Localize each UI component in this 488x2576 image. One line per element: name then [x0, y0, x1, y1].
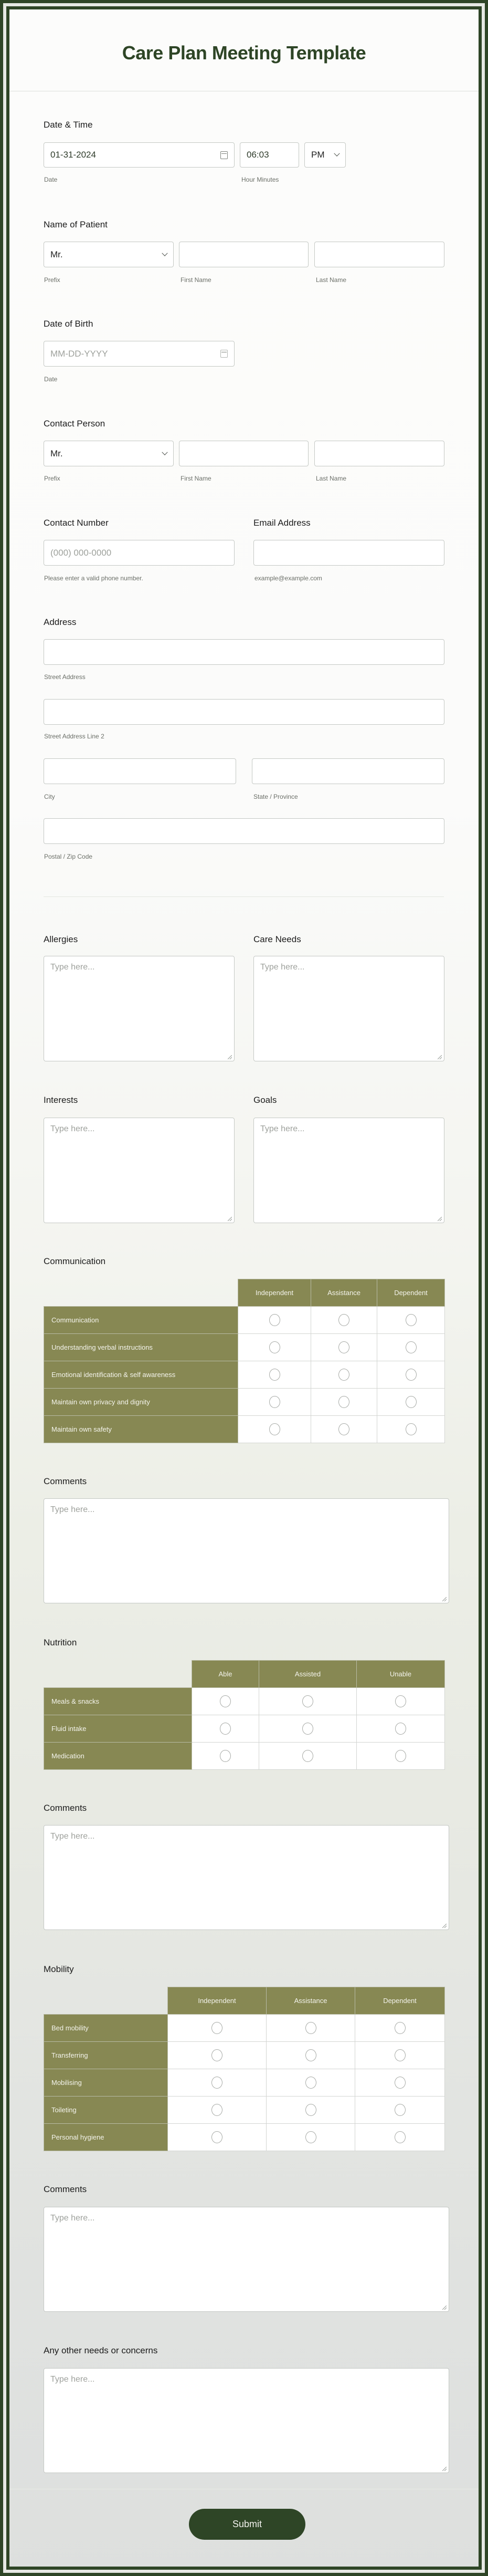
radio-button[interactable] [395, 2022, 406, 2034]
comments-nutrition-textarea[interactable] [44, 1825, 449, 1930]
resize-handle-icon[interactable] [228, 1055, 232, 1059]
nutrition-label: Nutrition [44, 1638, 77, 1647]
matrix-row [44, 1715, 445, 1743]
radio-button[interactable] [305, 2104, 316, 2116]
contact-first-name-sublabel: First Name [181, 475, 211, 482]
patient-last-name-sublabel: Last Name [316, 276, 347, 284]
contact-person-label: Contact Person [44, 419, 105, 429]
contact-prefix-select[interactable] [44, 441, 174, 466]
time-input[interactable] [240, 142, 299, 168]
radio-button[interactable] [302, 1723, 313, 1735]
resize-handle-icon[interactable] [228, 1217, 232, 1221]
resize-handle-icon[interactable] [442, 1597, 447, 1601]
radio-button[interactable] [269, 1369, 280, 1381]
column-header: Independent [168, 1987, 267, 2015]
contact-prefix-sublabel: Prefix [44, 475, 60, 482]
matrix-header-row [44, 1987, 445, 2015]
radio-button[interactable] [220, 1723, 231, 1735]
street-address-line2-sublabel: Street Address Line 2 [44, 733, 104, 740]
phone-hint: Please enter a valid phone number. [44, 575, 143, 582]
communication-label: Communication [44, 1256, 106, 1266]
patient-prefix-select[interactable] [44, 242, 174, 267]
comments-placeholder: Type here... [50, 1832, 95, 1841]
email-input[interactable] [253, 540, 444, 566]
column-header: Independent [238, 1279, 311, 1307]
resize-handle-icon[interactable] [438, 1217, 442, 1221]
dob-label: Date of Birth [44, 319, 93, 329]
street-address-sublabel: Street Address [44, 673, 86, 681]
row-label: Understanding verbal instructions [44, 1334, 238, 1361]
row-label: Personal hygiene [44, 2124, 168, 2151]
matrix-header-row [44, 1279, 445, 1307]
comments-communication-textarea[interactable] [44, 1498, 449, 1603]
row-label: Transferring [44, 2042, 168, 2069]
column-header: Assistance [267, 1987, 355, 2015]
street-address-line2-input[interactable] [44, 699, 444, 725]
page-title: Care Plan Meeting Template [122, 42, 366, 64]
ampm-select[interactable] [304, 142, 346, 168]
chevron-down-icon [162, 449, 167, 455]
matrix-row [44, 2015, 445, 2042]
dob-sublabel: Date [44, 376, 58, 383]
row-label: Mobilising [44, 2069, 168, 2097]
zip-input[interactable] [44, 818, 444, 844]
matrix-corner [44, 1279, 238, 1307]
radio-button[interactable] [305, 2049, 316, 2061]
matrix-corner [44, 1661, 192, 1688]
care-needs-textarea[interactable] [253, 956, 444, 1061]
matrix-header-row [44, 1661, 445, 1688]
time-sublabel: Hour Minutes [241, 176, 279, 183]
matrix-row [44, 2069, 445, 2097]
radio-button[interactable] [211, 2131, 222, 2143]
row-label: Maintain own safety [44, 1416, 238, 1443]
other-needs-label: Any other needs or concerns [44, 2345, 158, 2355]
city-input[interactable] [44, 758, 236, 784]
phone-placeholder: (000) 000-0000 [50, 547, 112, 558]
contact-first-name-input[interactable] [179, 441, 309, 466]
resize-handle-icon[interactable] [442, 1924, 447, 1928]
chevron-down-icon [334, 151, 340, 157]
zip-sublabel: Postal / Zip Code [44, 853, 93, 860]
radio-button[interactable] [406, 1341, 417, 1353]
email-hint: example@example.com [254, 575, 322, 582]
matrix-row [44, 1361, 445, 1389]
communication-matrix [44, 1279, 445, 1443]
radio-button[interactable] [395, 2131, 406, 2143]
contact-last-name-sublabel: Last Name [316, 475, 347, 482]
column-header: Assistance [311, 1279, 377, 1307]
patient-prefix-sublabel: Prefix [44, 276, 60, 284]
calendar-icon[interactable] [220, 350, 228, 358]
radio-button[interactable] [338, 1369, 349, 1381]
meeting-date-value: 01-31-2024 [50, 150, 96, 160]
resize-handle-icon[interactable] [442, 2306, 447, 2310]
email-label: Email Address [253, 518, 311, 528]
matrix-row [44, 2124, 445, 2151]
row-label: Bed mobility [44, 2015, 168, 2042]
comments-nutrition-label: Comments [44, 1803, 87, 1813]
patient-last-name-input[interactable] [314, 242, 444, 267]
matrix-row [44, 1743, 445, 1770]
mobility-matrix [44, 1987, 445, 2151]
dob-placeholder: MM-DD-YYYY [50, 348, 108, 359]
resize-handle-icon[interactable] [438, 1055, 442, 1059]
radio-button[interactable] [302, 1750, 313, 1762]
date-time-label: Date & Time [44, 120, 93, 130]
matrix-row [44, 2042, 445, 2069]
radio-button[interactable] [269, 1314, 280, 1326]
column-header: Able [192, 1661, 259, 1688]
address-label: Address [44, 617, 77, 627]
city-sublabel: City [44, 793, 55, 800]
radio-button[interactable] [211, 2049, 222, 2061]
matrix-row [44, 1389, 445, 1416]
patient-first-name-input[interactable] [179, 242, 309, 267]
time-value: 06:03 [247, 150, 269, 160]
radio-button[interactable] [395, 2077, 406, 2089]
comments-mobility-textarea[interactable] [44, 2207, 449, 2312]
row-label: Fluid intake [44, 1715, 192, 1743]
calendar-icon[interactable] [220, 151, 228, 159]
state-sublabel: State / Province [253, 793, 298, 800]
form-sheet [9, 9, 479, 2567]
radio-button[interactable] [220, 1695, 231, 1707]
interests-placeholder: Type here... [50, 1124, 95, 1133]
column-header: Dependent [355, 1987, 445, 2015]
radio-button[interactable] [211, 2104, 222, 2116]
allergies-placeholder: Type here... [50, 963, 95, 972]
row-label: Meals & snacks [44, 1688, 192, 1715]
matrix-corner [44, 1987, 168, 2015]
radio-button[interactable] [302, 1695, 313, 1707]
patient-prefix-value: Mr. [50, 249, 63, 259]
radio-button[interactable] [406, 1314, 417, 1326]
row-label: Communication [44, 1307, 238, 1334]
contact-number-label: Contact Number [44, 518, 109, 528]
matrix-row [44, 1334, 445, 1361]
other-needs-textarea[interactable] [44, 2368, 449, 2473]
comments-mobility-label: Comments [44, 2184, 87, 2194]
radio-button[interactable] [395, 2049, 406, 2061]
radio-button[interactable] [338, 1396, 349, 1408]
resize-handle-icon[interactable] [442, 2467, 447, 2471]
dob-input[interactable] [44, 341, 235, 367]
row-label: Toileting [44, 2097, 168, 2124]
interests-textarea[interactable] [44, 1118, 235, 1223]
chevron-down-icon [162, 250, 167, 256]
comments-communication-label: Comments [44, 1476, 87, 1486]
radio-button[interactable] [406, 1423, 417, 1435]
row-label: Maintain own privacy and dignity [44, 1389, 238, 1416]
radio-button[interactable] [269, 1396, 280, 1408]
contact-last-name-input[interactable] [314, 441, 444, 466]
radio-button[interactable] [305, 2077, 316, 2089]
row-label: Emotional identification & self awareness [44, 1361, 238, 1389]
date-sublabel: Date [44, 176, 58, 183]
matrix-row [44, 2097, 445, 2124]
radio-button[interactable] [211, 2022, 222, 2034]
state-input[interactable] [252, 758, 444, 784]
column-header: Assisted [259, 1661, 357, 1688]
goals-placeholder: Type here... [260, 1124, 305, 1133]
matrix-row [44, 1688, 445, 1715]
radio-button[interactable] [305, 2022, 316, 2034]
allergies-textarea[interactable] [44, 956, 235, 1061]
patient-first-name-sublabel: First Name [181, 276, 211, 284]
radio-button[interactable] [406, 1369, 417, 1381]
radio-button[interactable] [395, 1723, 406, 1735]
radio-button[interactable] [406, 1396, 417, 1408]
care-needs-placeholder: Type here... [260, 963, 305, 972]
radio-button[interactable] [395, 1695, 406, 1707]
matrix-row [44, 1416, 445, 1443]
mobility-label: Mobility [44, 1964, 74, 1974]
submit-button[interactable]: Submit [189, 2509, 305, 2540]
radio-button[interactable] [338, 1423, 349, 1435]
interests-label: Interests [44, 1095, 78, 1105]
matrix-row [44, 1307, 445, 1334]
column-header: Unable [357, 1661, 445, 1688]
goals-label: Goals [253, 1095, 277, 1105]
other-needs-placeholder: Type here... [50, 2375, 95, 2384]
contact-prefix-value: Mr. [50, 448, 63, 458]
radio-button[interactable] [338, 1314, 349, 1326]
section-divider [44, 896, 444, 897]
radio-button[interactable] [211, 2077, 222, 2089]
radio-button[interactable] [269, 1341, 280, 1353]
radio-button[interactable] [220, 1750, 231, 1762]
column-header: Dependent [377, 1279, 445, 1307]
allergies-label: Allergies [44, 934, 78, 944]
radio-button[interactable] [395, 2104, 406, 2116]
goals-textarea[interactable] [253, 1118, 444, 1223]
row-label: Medication [44, 1743, 192, 1770]
radio-button[interactable] [269, 1423, 280, 1435]
phone-input[interactable] [44, 540, 235, 566]
radio-button[interactable] [338, 1341, 349, 1353]
care-needs-label: Care Needs [253, 934, 301, 944]
street-address-input[interactable] [44, 639, 444, 665]
nutrition-matrix [44, 1660, 445, 1770]
patient-name-label: Name of Patient [44, 220, 108, 230]
radio-button[interactable] [305, 2131, 316, 2143]
comments-placeholder: Type here... [50, 2214, 95, 2223]
ampm-value: PM [311, 150, 325, 160]
meeting-date-input[interactable] [44, 142, 235, 168]
radio-button[interactable] [395, 1750, 406, 1762]
comments-placeholder: Type here... [50, 1505, 95, 1514]
